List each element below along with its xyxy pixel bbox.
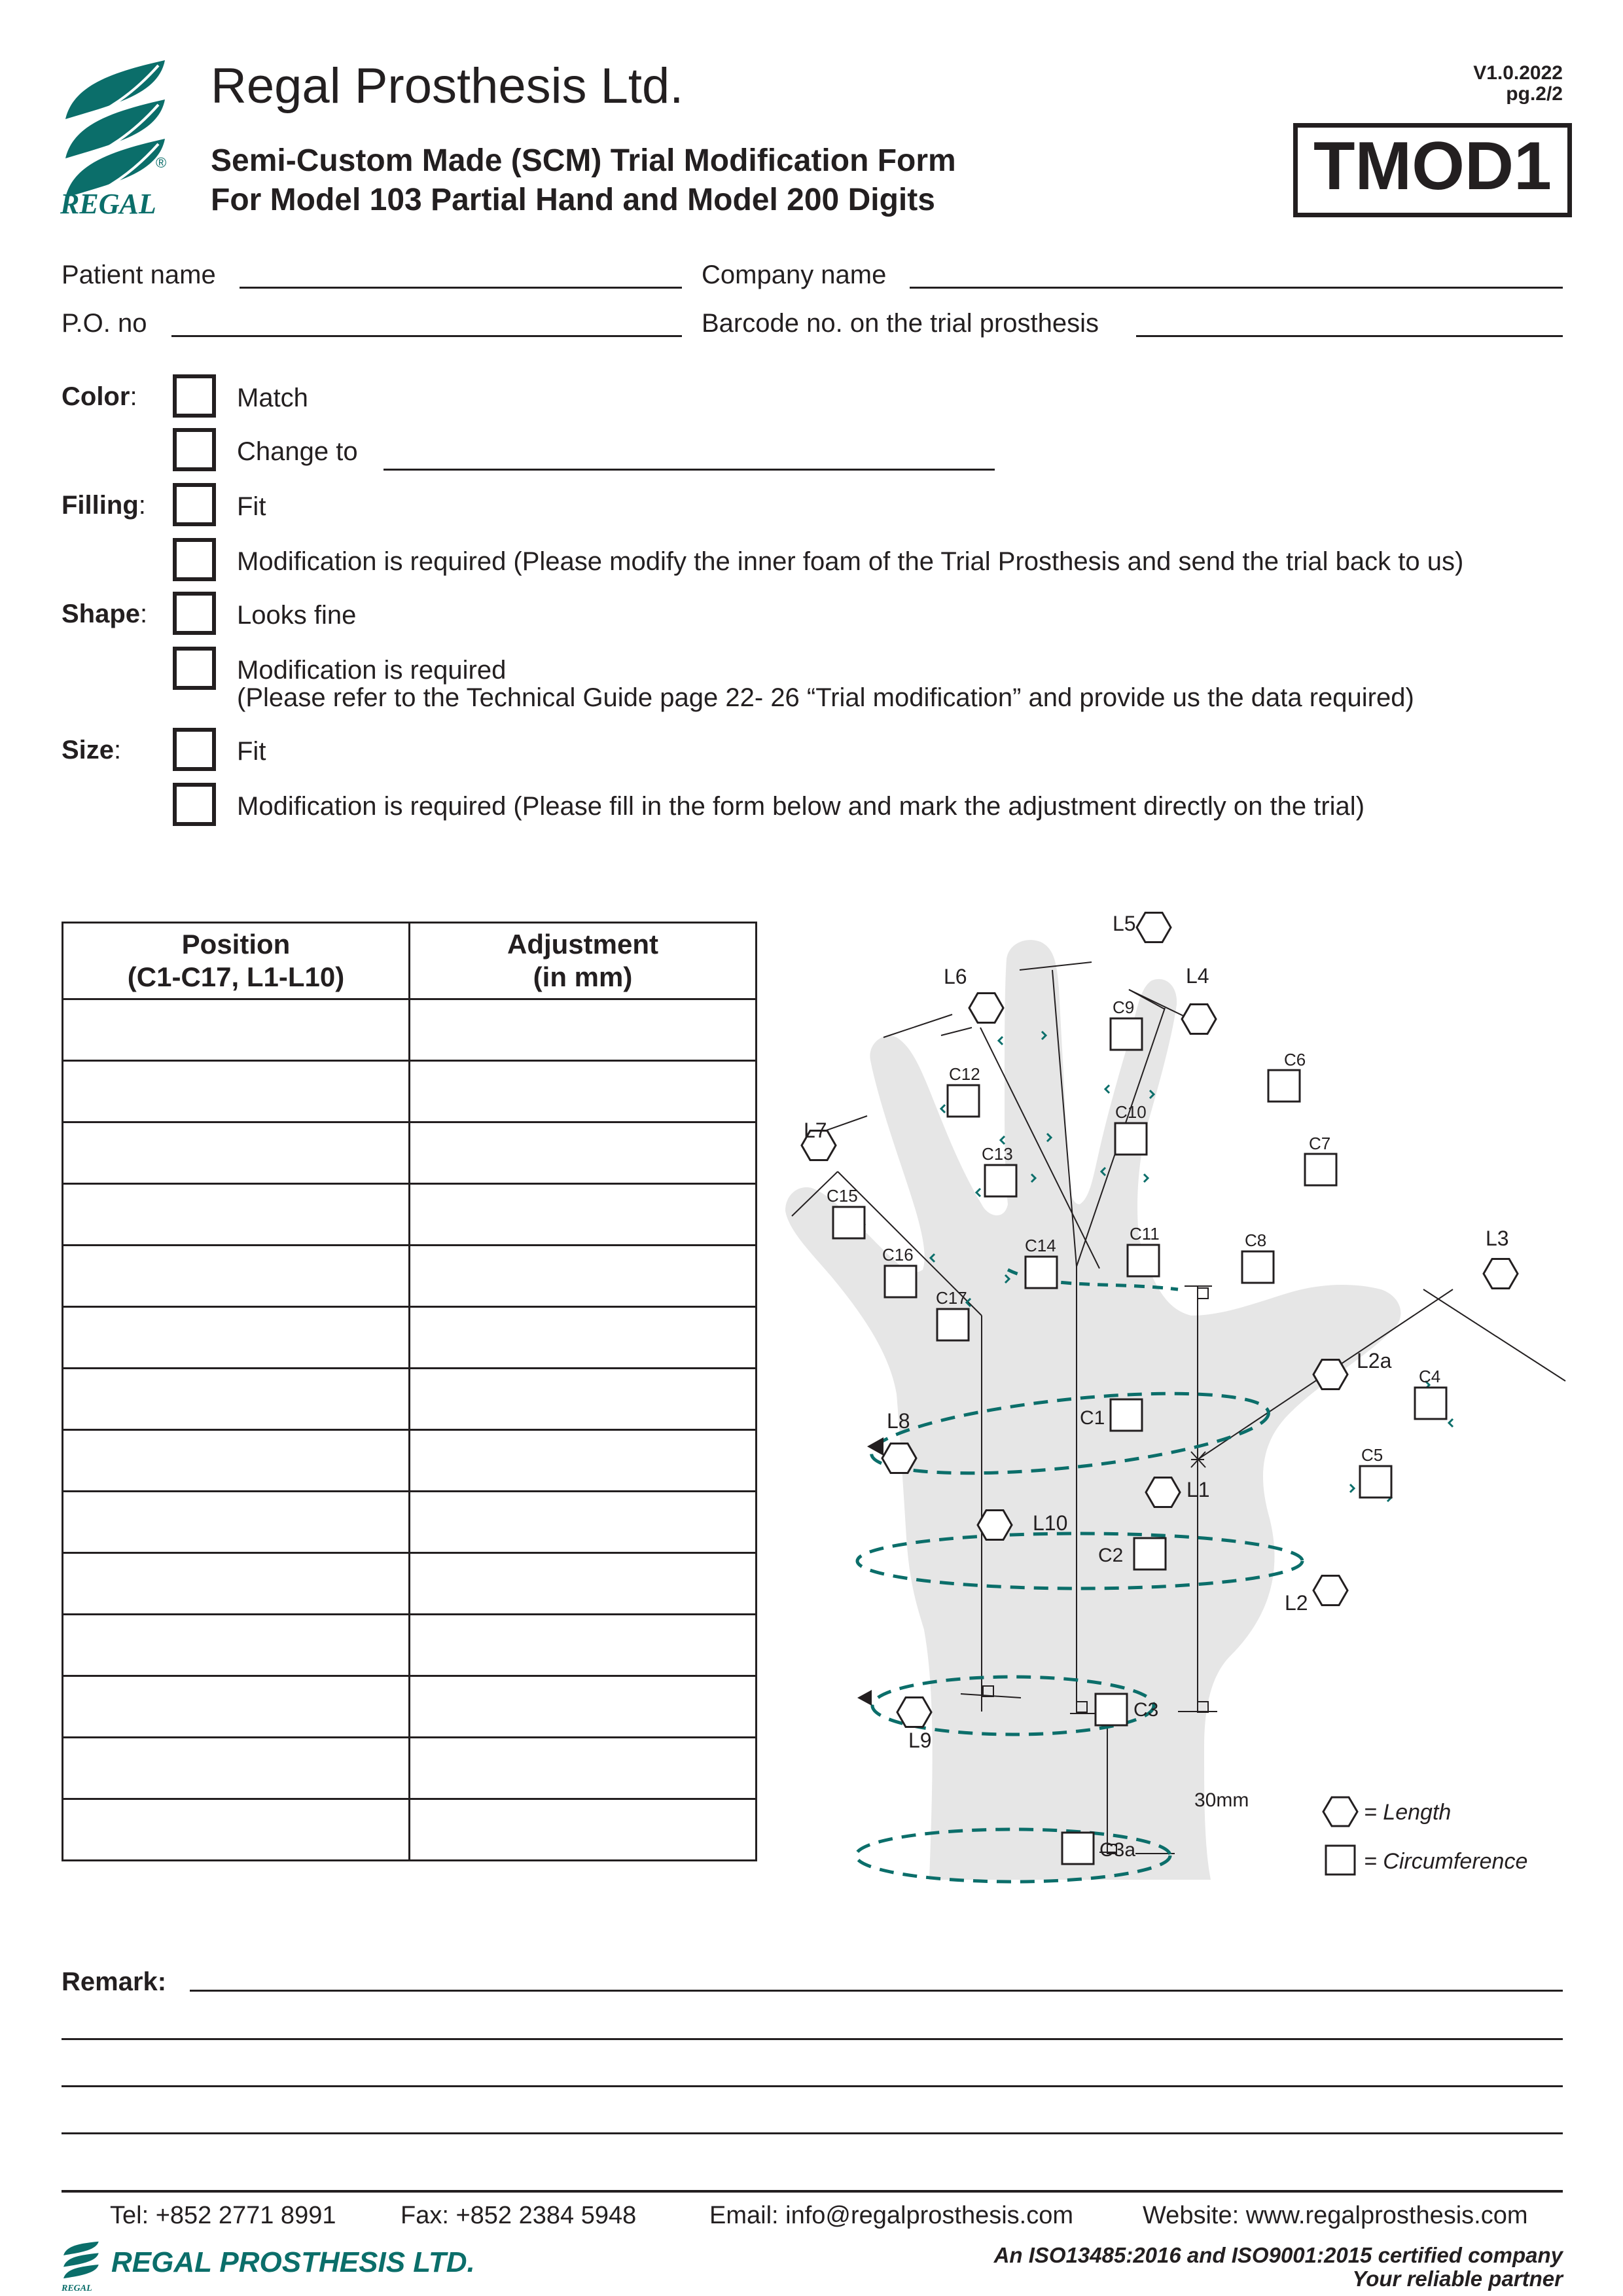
- registered-mark: ®: [156, 154, 167, 171]
- circumference-label-c1: C1: [1080, 1407, 1105, 1429]
- circumference-square-c4: [1415, 1388, 1446, 1419]
- circumference-square-c3a: [1062, 1833, 1094, 1864]
- po-no-label: P.O. no: [62, 309, 147, 338]
- adjustment-cell[interactable]: [410, 1492, 757, 1553]
- circumference-label-c7: C7: [1309, 1134, 1331, 1153]
- adjustment-cell[interactable]: [410, 1369, 757, 1430]
- shape-modify-label: Modification is required: [237, 656, 507, 685]
- filling-section-label: [62, 491, 146, 520]
- circumference-square-c11: [1128, 1245, 1159, 1276]
- table-row: [63, 1615, 757, 1676]
- position-cell[interactable]: [63, 1430, 410, 1492]
- circumference-square-c5: [1360, 1466, 1391, 1498]
- adjustment-cell[interactable]: [410, 1615, 757, 1676]
- table-row: [63, 1061, 757, 1122]
- circumference-square-c10: [1115, 1123, 1147, 1155]
- circumference-square-c13: [985, 1165, 1016, 1196]
- length-label-l9: L9: [908, 1729, 932, 1752]
- length-label-l8: L8: [887, 1409, 910, 1433]
- length-hexagon-l5: [1137, 913, 1171, 942]
- color-label: Color: [62, 382, 130, 411]
- circumference-label-c8: C8: [1245, 1230, 1267, 1250]
- form-title-line2: For Model 103 Partial Hand and Model 200 Digits: [211, 183, 935, 217]
- position-cell[interactable]: [63, 1615, 410, 1676]
- circumference-square-c12: [948, 1085, 979, 1117]
- table-header-row: [63, 923, 757, 999]
- circumference-label-c14: C14: [1025, 1236, 1056, 1255]
- filling-fit-label: Fit: [237, 492, 266, 521]
- remark-label: Remark:: [62, 1967, 167, 1996]
- adjustment-table-body: [63, 999, 757, 1861]
- measure-30mm-label: 30mm: [1194, 1789, 1249, 1811]
- remark-input-line3[interactable]: [62, 2085, 1563, 2087]
- remark-input-line2[interactable]: [62, 2038, 1563, 2040]
- adjustment-cell[interactable]: [410, 1061, 757, 1122]
- position-cell[interactable]: [63, 1184, 410, 1246]
- circumference-square-c9: [1111, 1018, 1142, 1050]
- shape-modify-note: (Please refer to the Technical Guide page 22- 26 “Trial modification” and provide us the data required): [237, 683, 1414, 712]
- position-column-header: [63, 923, 410, 999]
- table-row: [63, 1799, 757, 1861]
- po-no-input[interactable]: [171, 335, 682, 337]
- footer-logo-leaves-icon: [62, 2241, 103, 2280]
- footer-email[interactable]: Email: info@regalprosthesis.com: [709, 2202, 1074, 2229]
- circumference-square-c17: [937, 1309, 969, 1340]
- length-hexagon-l10: [978, 1511, 1012, 1540]
- circumference-square-c7: [1305, 1154, 1336, 1185]
- footer-logo-text: REGAL: [62, 2284, 92, 2293]
- adjustment-cell[interactable]: [410, 1738, 757, 1799]
- form-code: TMOD1: [1293, 123, 1572, 217]
- remark-input-line1[interactable]: [190, 1990, 1563, 1992]
- footer-website[interactable]: Website: www.regalprosthesis.com: [1143, 2202, 1528, 2229]
- position-cell[interactable]: [63, 1122, 410, 1184]
- circumference-square-c2: [1134, 1538, 1166, 1570]
- length-hexagon-l1: [1146, 1478, 1180, 1507]
- filling-modify-checkbox[interactable]: [173, 538, 216, 581]
- table-row: [63, 1184, 757, 1246]
- adjustment-cell[interactable]: [410, 1122, 757, 1184]
- circumference-label-c12: C12: [949, 1064, 980, 1084]
- color-match-label: Match: [237, 384, 308, 412]
- position-cell[interactable]: [63, 999, 410, 1061]
- adjustment-cell[interactable]: [410, 1307, 757, 1369]
- position-cell[interactable]: [63, 1492, 410, 1553]
- position-cell[interactable]: [63, 1369, 410, 1430]
- circumference-square-c16: [885, 1266, 916, 1297]
- remark-input-line4[interactable]: [62, 2132, 1563, 2134]
- circumference-label-c5: C5: [1361, 1445, 1383, 1465]
- filling-fit-checkbox[interactable]: [173, 483, 216, 526]
- length-hexagon-l8: [882, 1444, 916, 1473]
- adjustment-cell[interactable]: [410, 999, 757, 1061]
- color-section-label: [62, 382, 137, 412]
- table-row: [63, 999, 757, 1061]
- legend-length-icon: [1323, 1797, 1357, 1826]
- size-label: Size: [62, 736, 115, 764]
- circumference-square-c15: [833, 1207, 865, 1238]
- patient-name-input[interactable]: [240, 287, 682, 289]
- length-label-l4: L4: [1186, 964, 1209, 988]
- length-label-l1: L1: [1186, 1478, 1210, 1501]
- position-header-line1: Position: [181, 929, 291, 960]
- circumference-label-c16: C16: [882, 1245, 914, 1265]
- form-title: [211, 141, 1192, 220]
- adjustment-column-header: [410, 923, 757, 999]
- hand-diagram: [772, 897, 1571, 1892]
- circumference-label-c2: C2: [1098, 1545, 1124, 1566]
- size-colon: :: [114, 736, 122, 764]
- circumference-label-c10: C10: [1115, 1102, 1147, 1122]
- circumference-label-c13: C13: [982, 1144, 1013, 1164]
- footer-tel: Tel: +852 2771 8991: [110, 2202, 336, 2229]
- length-hexagon-l4: [1182, 1005, 1216, 1034]
- barcode-label: Barcode no. on the trial prosthesis: [702, 309, 1099, 338]
- shape-colon: :: [140, 600, 148, 628]
- shape-section-label: [62, 600, 147, 629]
- legend-circumference-label: = Circumference: [1364, 1849, 1528, 1874]
- adjustment-cell[interactable]: [410, 1799, 757, 1861]
- length-hexagon-l2a: [1313, 1360, 1347, 1390]
- table-row: [63, 1430, 757, 1492]
- length-label-l5: L5: [1113, 912, 1136, 935]
- filling-label: Filling: [62, 491, 139, 520]
- company-name-label: Company name: [702, 260, 887, 289]
- form-title-line1: Semi-Custom Made (SCM) Trial Modification Form: [211, 143, 956, 178]
- color-colon: :: [130, 382, 137, 411]
- adjustment-cell[interactable]: [410, 1246, 757, 1307]
- shape-label: Shape: [62, 600, 141, 628]
- circumference-label-c17: C17: [936, 1288, 967, 1308]
- adjustment-header-line1: Adjustment: [507, 929, 658, 960]
- barcode-input[interactable]: [1136, 335, 1563, 337]
- circumference-label-c9: C9: [1113, 997, 1135, 1017]
- adjustment-cell[interactable]: [410, 1184, 757, 1246]
- length-hexagon-l2: [1313, 1576, 1347, 1605]
- circumference-square-c8: [1242, 1251, 1274, 1283]
- position-cell[interactable]: [63, 1799, 410, 1861]
- company-name: Regal Prosthesis Ltd.: [211, 58, 684, 114]
- table-row: [63, 1122, 757, 1184]
- size-fit-label: Fit: [237, 737, 266, 766]
- table-row: [63, 1369, 757, 1430]
- table-row: [63, 1307, 757, 1369]
- footer-logo: [62, 2241, 103, 2296]
- length-hexagon-l3: [1484, 1259, 1518, 1289]
- logo-text: REGAL: [60, 188, 156, 220]
- length-hexagon-l6: [969, 994, 1003, 1023]
- page-number: pg.2/2: [1506, 83, 1563, 105]
- circumference-label-c6: C6: [1284, 1050, 1306, 1069]
- length-label-l6: L6: [944, 965, 967, 988]
- footer-fax: Fax: +852 2384 5948: [401, 2202, 637, 2229]
- patient-name-label: Patient name: [62, 260, 216, 289]
- position-header-line2: (C1-C17, L1-L10): [127, 961, 345, 992]
- legend-length-label: = Length: [1364, 1800, 1452, 1825]
- adjustment-cell[interactable]: [410, 1430, 757, 1492]
- shape-fine-label: Looks fine: [237, 601, 357, 630]
- certification: [851, 2244, 1563, 2291]
- circumference-label-c3a: C3a: [1099, 1839, 1136, 1861]
- circumference-square-c14: [1026, 1257, 1057, 1288]
- filling-colon: :: [138, 491, 146, 520]
- table-row: [63, 1246, 757, 1307]
- color-change-label: Change to: [237, 437, 358, 466]
- color-match-checkbox[interactable]: [173, 374, 216, 418]
- shape-modify-checkbox[interactable]: [173, 647, 216, 690]
- color-change-input[interactable]: [383, 469, 995, 471]
- position-cell[interactable]: [63, 1061, 410, 1122]
- length-hexagon-l9: [897, 1698, 931, 1727]
- position-cell[interactable]: [63, 1676, 410, 1738]
- legend-circumference-icon: [1326, 1846, 1355, 1874]
- footer-company: REGAL PROSTHESIS LTD.: [111, 2246, 475, 2278]
- circumference-square-c3: [1096, 1694, 1127, 1725]
- circumference-label-c4: C4: [1419, 1367, 1441, 1386]
- version-number: V1.0.2022: [1473, 62, 1563, 84]
- length-label-l2: L2: [1285, 1591, 1308, 1615]
- table-row: [63, 1676, 757, 1738]
- adjustment-header-line2: (in mm): [533, 961, 633, 992]
- position-cell[interactable]: [63, 1738, 410, 1799]
- position-cell[interactable]: [63, 1553, 410, 1615]
- shape-fine-checkbox[interactable]: [173, 592, 216, 635]
- adjustment-table: [62, 922, 757, 1861]
- length-label-l3: L3: [1486, 1227, 1509, 1250]
- size-modify-label: Modification is required (Please fill in the form below and mark the adjustment directly on the trial): [237, 792, 1365, 821]
- circumference-square-c1: [1111, 1399, 1142, 1431]
- position-cell[interactable]: [63, 1246, 410, 1307]
- version-info: [1374, 63, 1563, 105]
- table-row: [63, 1738, 757, 1799]
- color-change-checkbox[interactable]: [173, 428, 216, 471]
- circumference-label-c3: C3: [1133, 1699, 1159, 1721]
- cert-line2: Your reliable partner: [1352, 2267, 1563, 2291]
- table-row: [63, 1492, 757, 1553]
- cert-line1: An ISO13485:2016 and ISO9001:2015 certified company: [993, 2243, 1563, 2267]
- circumference-label-c11: C11: [1130, 1224, 1160, 1244]
- length-label-l10: L10: [1033, 1511, 1068, 1535]
- size-fit-checkbox[interactable]: [173, 728, 216, 771]
- size-modify-checkbox[interactable]: [173, 783, 216, 826]
- table-row: [63, 1553, 757, 1615]
- size-section-label: [62, 736, 121, 765]
- company-name-input[interactable]: [910, 287, 1563, 289]
- adjustment-cell[interactable]: [410, 1553, 757, 1615]
- circumference-label-c15: C15: [827, 1186, 858, 1206]
- position-cell[interactable]: [63, 1307, 410, 1369]
- filling-modify-label: Modification is required (Please modify the inner foam of the Trial Prosthesis and send the trial back to us): [237, 547, 1464, 576]
- circumference-square-c6: [1268, 1070, 1300, 1102]
- length-label-l7: L7: [804, 1119, 827, 1142]
- footer-divider: [62, 2190, 1563, 2193]
- length-label-l2a: L2a: [1357, 1349, 1392, 1372]
- legend: [1323, 1797, 1527, 1874]
- adjustment-cell[interactable]: [410, 1676, 757, 1738]
